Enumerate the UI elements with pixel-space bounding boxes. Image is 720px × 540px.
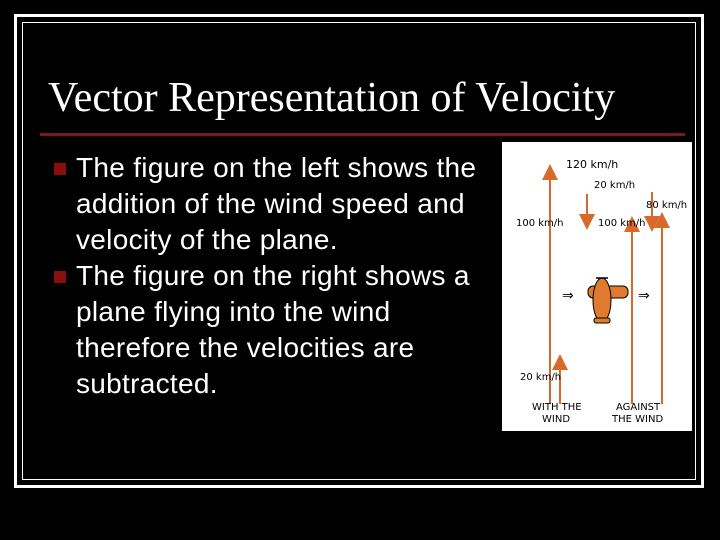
- wind-direction-right-icon: ⇒: [638, 288, 650, 304]
- wind-direction-left-icon: ⇒: [562, 288, 574, 304]
- label-the-wind: THE WIND: [612, 414, 664, 425]
- label-20-kmh-bottom: 20 km/h: [520, 372, 562, 383]
- plane-icon: [588, 278, 628, 323]
- bullet-text: The figure on the right shows a plane flying into the wind therefore the velocities are subtracted.: [76, 260, 470, 399]
- bullet-item: [54, 258, 494, 402]
- label-100-kmh-left: 100 km/h: [516, 218, 564, 229]
- bullet-list: [54, 150, 494, 402]
- bullet-square-icon: [54, 163, 66, 175]
- title-divider: [40, 133, 685, 136]
- bullet-text: The figure on the left shows the addition of the wind speed and velocity of the plane.: [76, 152, 477, 255]
- velocity-diagram: [502, 142, 692, 431]
- velocity-figure: [502, 142, 692, 431]
- label-120-kmh: 120 km/h: [566, 158, 619, 171]
- label-against: AGAINST: [616, 402, 661, 413]
- label-wind: WIND: [542, 414, 571, 425]
- label-20-kmh-top: 20 km/h: [594, 180, 636, 191]
- label-with-the: WITH THE: [532, 402, 582, 413]
- label-100-kmh-right: 100 km/h: [598, 218, 646, 229]
- bullet-square-icon: [54, 271, 66, 283]
- slide-title: Vector Representation of Velocity: [48, 75, 616, 121]
- bullet-item: [54, 150, 494, 258]
- label-80-kmh: 80 km/h: [646, 200, 688, 211]
